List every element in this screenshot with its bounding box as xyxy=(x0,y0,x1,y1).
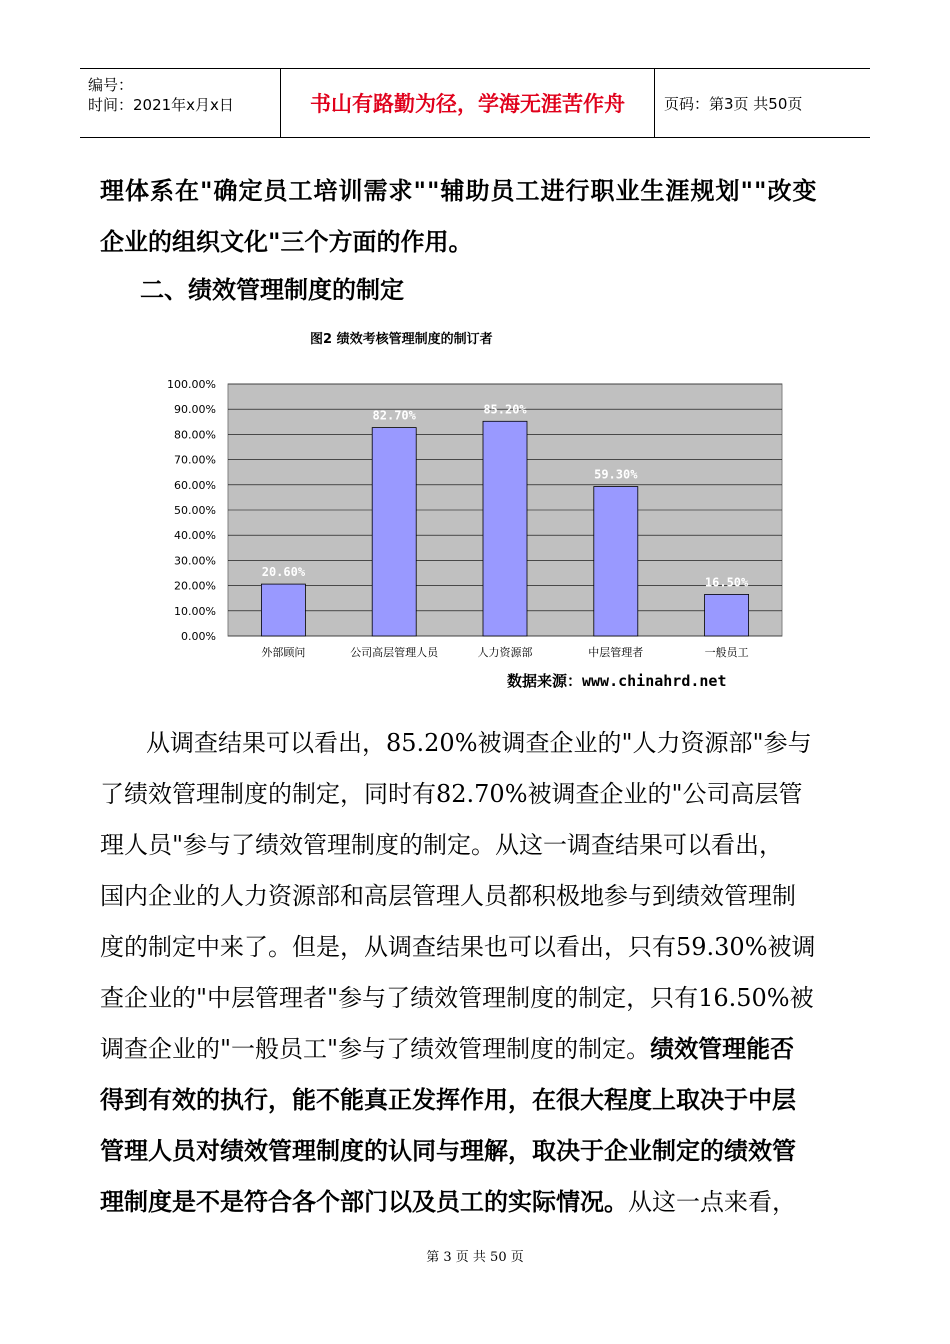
bar-value-label: 16.50% xyxy=(704,575,749,590)
header-motto: 书山有路勤为径，学海无涯苦作舟 xyxy=(280,69,655,137)
body-line-5: 度的制定中来了。但是，从调查结果也可以看出，只有59.30%被调 xyxy=(100,933,816,961)
bar-value-label: 20.60% xyxy=(261,565,306,580)
intro-line-2: 企业的组织文化"三个方面的作用。 xyxy=(100,228,473,256)
header-page-info: 页码：第3页 共50页 xyxy=(664,94,803,113)
y-tick-label: 50.00% xyxy=(174,504,216,517)
body-line-10-normal: 从这一点来看， xyxy=(628,1188,796,1216)
section-heading: 二、绩效管理制度的制定 xyxy=(140,276,404,304)
body-line-10 xyxy=(100,1177,852,1228)
bar xyxy=(372,428,416,636)
y-tick-label: 0.00% xyxy=(181,630,216,643)
body-line-7-bold: 绩效管理能否 xyxy=(650,1035,795,1063)
y-tick-label: 100.00% xyxy=(167,378,216,391)
y-tick-label: 30.00% xyxy=(174,554,216,568)
x-category-label: 中层管理者 xyxy=(588,646,644,659)
body-line-4: 国内企业的人力资源部和高层管理人员都积极地参与到绩效管理制 xyxy=(100,882,796,910)
body-line-8: 得到有效的执行，能不能真正发挥作用，在很大程度上取决于中层 xyxy=(100,1086,796,1114)
y-tick-label: 10.00% xyxy=(174,604,216,618)
y-tick-label: 20.00% xyxy=(174,579,216,593)
chart-source: 数据来源：www.chinahrd.net xyxy=(507,672,727,690)
body-line-2: 了绩效管理制度的制定，同时有82.70%被调查企业的"公司高层管 xyxy=(100,780,803,808)
bar-value-label: 82.70% xyxy=(372,408,416,423)
chart-title: 图2 绩效考核管理制度的制订者 xyxy=(310,332,493,347)
x-category-label: 外部顾问 xyxy=(261,646,306,659)
bar xyxy=(594,487,638,636)
number-label: 编号： xyxy=(88,76,134,94)
x-category-label: 人力资源部 xyxy=(477,646,533,659)
body-line-7 xyxy=(100,1024,852,1075)
x-category-label: 公司高层管理人员 xyxy=(350,646,439,659)
body-line-7-normal: 调查企业的"一般员工"参与了绩效管理制度的制定。 xyxy=(100,1035,651,1063)
y-tick-label: 40.00% xyxy=(174,529,216,543)
page-footer: 第 3 页 共 50 页 xyxy=(426,1250,524,1265)
bar xyxy=(483,421,527,636)
body-line-1: 从调查结果可以看出，85.20%被调查企业的"人力资源部"参与 xyxy=(146,729,812,757)
y-tick-label: 90.00% xyxy=(174,403,216,417)
body-line-3: 理人员"参与了绩效管理制度的制定。从这一调查结果可以看出， xyxy=(100,831,784,859)
header-meta xyxy=(80,69,280,137)
bar-value-label: 85.20% xyxy=(483,402,527,417)
body-line-10-bold: 理制度是不是符合各个部门以及员工的实际情况。 xyxy=(100,1188,628,1216)
x-category-label: 一般员工 xyxy=(704,646,749,659)
y-tick-label: 70.00% xyxy=(174,453,216,467)
body-line-6: 查企业的"中层管理者"参与了绩效管理制度的制定，只有16.50%被 xyxy=(100,984,814,1012)
y-tick-label: 80.00% xyxy=(174,428,216,442)
time-label: 时间：2021年x月x日 xyxy=(88,96,234,114)
body-line-9: 管理人员对绩效管理制度的认同与理解，取决于企业制定的绩效管 xyxy=(100,1137,796,1165)
bar-chart xyxy=(150,368,790,668)
intro-line-1: 理体系在"确定员工培训需求""辅助员工进行职业生涯规划""改变 xyxy=(100,177,818,205)
bar xyxy=(261,584,305,636)
y-tick-label: 60.00% xyxy=(174,478,216,492)
bar-value-label: 59.30% xyxy=(594,467,638,482)
bar xyxy=(705,594,749,636)
page-header xyxy=(80,68,870,138)
